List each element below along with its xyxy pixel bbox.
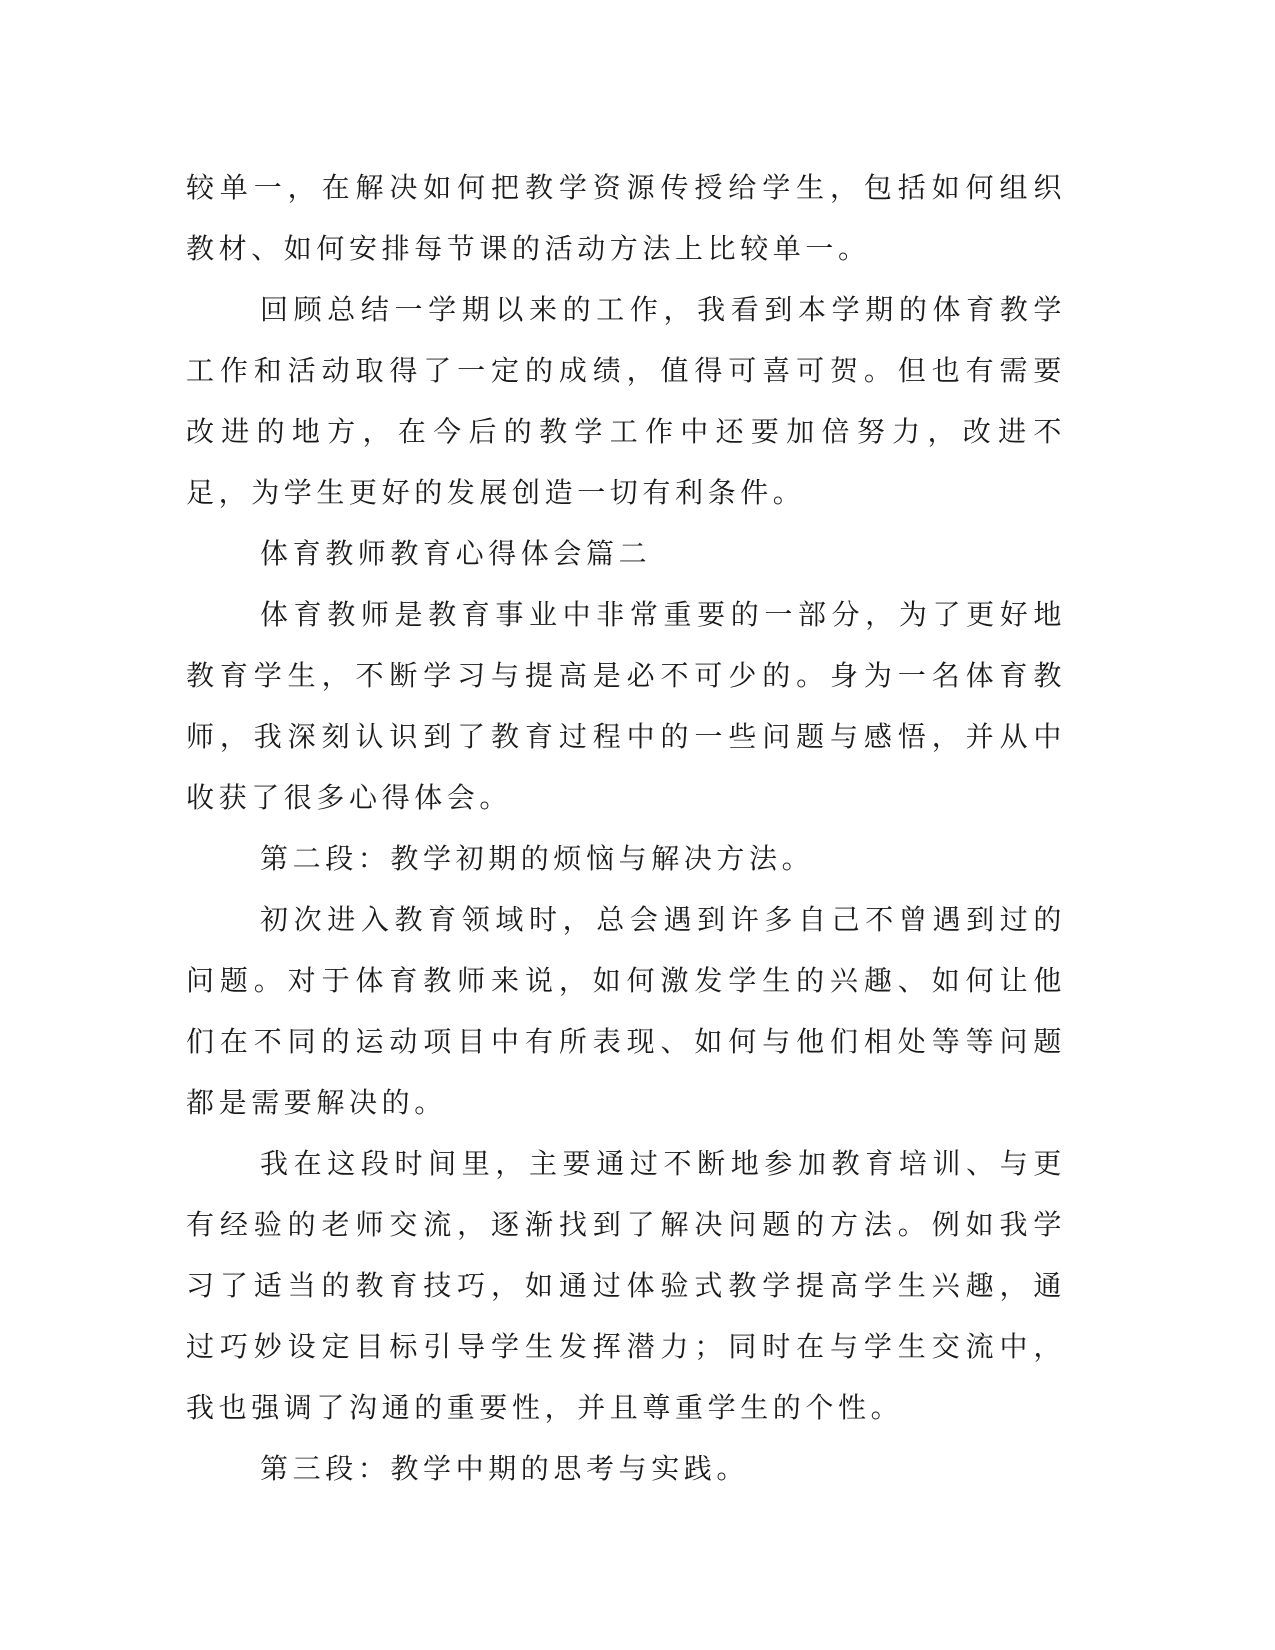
paragraph-continuation: 较单一，在解决如何把教学资源传授给学生，包括如何组织教材、如何安排每节课的活动方法上比较单一。 [186, 171, 1066, 265]
paragraph-review-summary: 回顾总结一学期以来的工作，我看到本学期的体育教学工作和活动取得了一定的成绩，值得可喜可贺。但也有需要改进的地方，在今后的教学工作中还要加倍努力，改进不足，为学生更好的发展创造一切有利条件。 [186, 293, 1066, 509]
section-subheading-3: 第三段：教学中期的思考与实践。 [260, 1452, 750, 1485]
document-body [186, 157, 1066, 1499]
paragraph-early-problems: 初次进入教育领域时，总会遇到许多自己不曾遇到过的问题。对于体育教师来说，如何激发学生的兴趣、如何让他们在不同的运动项目中有所表现、如何与他们相处等等问题都是需要解决的。 [186, 903, 1066, 1119]
paragraph-solutions: 我在这段时间里，主要通过不断地参加教育培训、与更有经验的老师交流，逐渐找到了解决问题的方法。例如我学习了适当的教育技巧，如通过体验式教学提高学生兴趣，通过巧妙设定目标引导学生发挥潜力；同时在与学生交流中，我也强调了沟通的重要性，并且尊重学生的个性。 [186, 1147, 1066, 1424]
section-heading: 体育教师教育心得体会篇二 [260, 537, 652, 570]
section-subheading-2: 第二段：教学初期的烦恼与解决方法。 [260, 842, 815, 875]
paragraph-intro: 体育教师是教育事业中非常重要的一部分，为了更好地教育学生，不断学习与提高是必不可少的。身为一名体育教师，我深刻认识到了教育过程中的一些问题与感悟，并从中收获了很多心得体会。 [186, 598, 1066, 814]
